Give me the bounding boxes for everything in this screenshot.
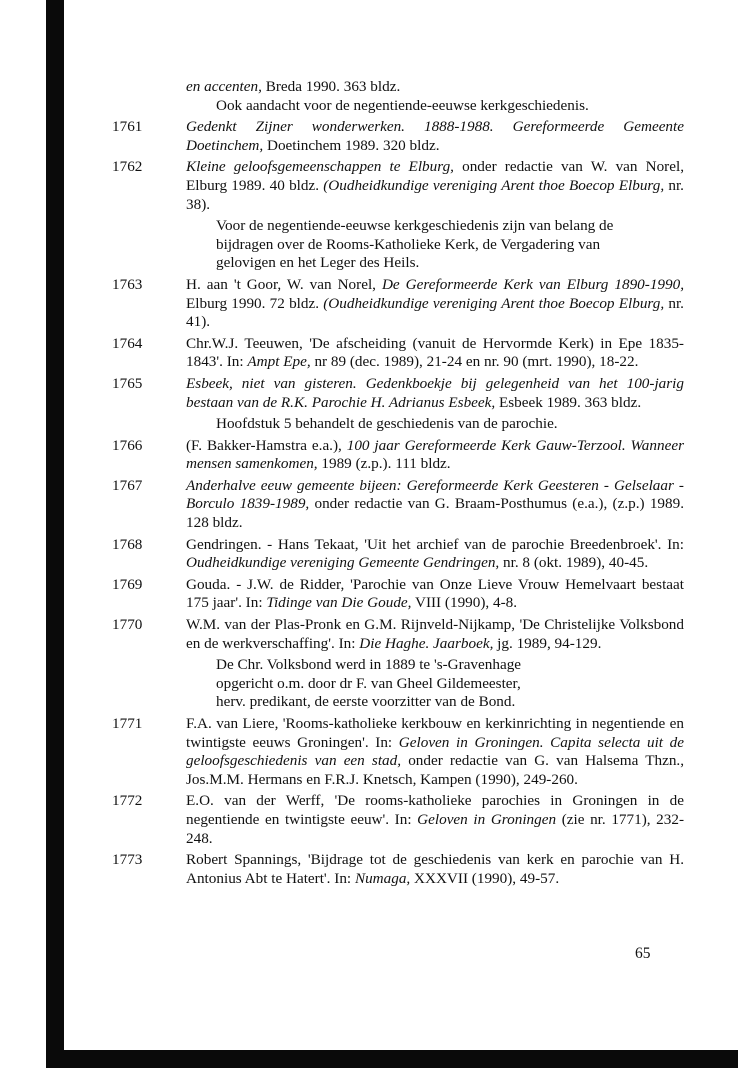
entry-1767: 1767 Anderhalve eeuw gemeente bijeen: Gereformeerde Kerk Geesteren - Gelselaar - Borculo 1839-1989, onder redactie van G. Braam-Posthumus (e.a.), (z.p.) 1989. 128 bldz. xyxy=(112,476,684,532)
entry-number: 1765 xyxy=(112,374,143,392)
entry-1773: 1773 Robert Spannings, 'Bijdrage tot de geschiedenis van kerk en parochie van H. Antonius Abt te Hatert'. In: Numaga, XXXVII (1990), 49-57. xyxy=(112,851,684,887)
entry-number: 1771 xyxy=(112,715,143,732)
entry-1768: 1768 Gendringen. - Hans Tekaat, 'Uit het archief van de parochie Breedenbroek'. In: Oudheidkundige vereniging Gemeente Gendringen, nr. 8 (okt. 1989), 40-45. xyxy=(112,535,684,572)
bibliography-list xyxy=(112,78,684,891)
entry-number: 1772 xyxy=(112,792,143,810)
continued-entry: en accenten, Breda 1990. 363 bldz. xyxy=(186,78,401,95)
entry-1770: 1770 W.M. van der Plas-Pronk en G.M. Rijnveld-Nijkamp, 'De Christelijke Volksbond en de werkverschaffing'. In: Die Haghe. Jaarboek, jg. 1989, 94-129. xyxy=(112,616,684,652)
scan-edge-bottom xyxy=(46,1050,738,1068)
entry-1769: 1769 Gouda. - J.W. de Ridder, 'Parochie van Onze Lieve Vrouw Hemelvaart bestaat 175 jaar'. In: Tidinge van Die Goude, VIII (1990), 4-8. xyxy=(112,575,684,612)
entry-number: 1767 xyxy=(112,476,143,494)
entry-1762: 1762 Kleine geloofsgemeenschappen te Elburg, onder redactie van W. van Norel, Elburg 1989. 40 bldz. (Oudheidkundige vereniging Arent thoe Boecop Elburg, nr. 38). xyxy=(112,158,684,213)
entry-number: 1768 xyxy=(112,535,143,553)
entry-number: 1770 xyxy=(112,616,143,634)
entry-number: 1764 xyxy=(112,334,143,352)
entry-number: 1773 xyxy=(112,851,143,869)
entry-number: 1763 xyxy=(112,275,143,293)
entry-note: Hoofdstuk 5 behandelt de geschiedenis van de parochie. xyxy=(216,415,558,433)
entry-note: Ook aandacht voor de negentiende-eeuwse kerkgeschiedenis. xyxy=(216,96,589,114)
entry-1761: 1761 Gedenkt Zijner wonderwerken. 1888-1988. Gereformeerde Gemeente Doetinchem, Doetinchem 1989. 320 bldz. xyxy=(112,118,684,154)
page-number: 65 xyxy=(635,945,651,962)
entry-1764: 1764 Chr.W.J. Teeuwen, 'De afscheiding (vanuit de Hervormde Kerk) in Epe 1835-1843'. In: Ampt Epe, nr 89 (dec. 1989), 21-24 en nr. 90 (mrt. 1990), 18-22. xyxy=(112,334,684,371)
entry-note: Voor de negentiende-eeuwse kerkgeschiedenis zijn van belang de bijdragen over de Rooms-Katholieke Kerk, de Vergadering van gelovigen en het Leger des Heils. xyxy=(216,217,614,272)
entry-number: 1769 xyxy=(112,575,143,593)
entry-1771: 1771 F.A. van Liere, 'Rooms-katholieke kerkbouw en kerkinrichting in negentiende en twintigste eeuws Groningen'. In: Geloven in Groningen. Capita selecta uit de geloofsgeschiedenis van een stad, onder redactie van G. van Halsema Thzn., Jos.M.M. Hermans en F.R.J. Knetsch, Kampen (1990), 249-260. xyxy=(112,715,685,788)
scan-edge-left xyxy=(46,0,64,1068)
entry-1772: 1772 E.O. van der Werff, 'De rooms-katholieke parochies in Groningen in de negentiende en twintigste eeuw'. In: Geloven in Groningen (zie nr. 1771), 232-248. xyxy=(112,792,685,847)
entry-1763: 1763 H. aan 't Goor, W. van Norel, De Gereformeerde Kerk van Elburg 1890-1990, Elburg 1990. 72 bldz. (Oudheidkundige vereniging Arent thoe Boecop Elburg, nr. 41). xyxy=(112,275,685,331)
entry-number: 1766 xyxy=(112,436,143,454)
entry-1765: 1765 Esbeek, niet van gisteren. Gedenkboekje bij gelegenheid van het 100-jarig bestaan van de R.K. Parochie H. Adrianus Esbeek, Esbeek 1989. 363 bldz. xyxy=(112,374,684,411)
entry-number: 1761 xyxy=(112,118,143,136)
entry-note: De Chr. Volksbond werd in 1889 te 's-Gravenhage opgericht o.m. door dr F. van Gheel Gildemeester, herv. predikant, de eerste voorzitter van de Bond. xyxy=(216,656,522,711)
entry-1766: 1766 (F. Bakker-Hamstra e.a.), 100 jaar Gereformeerde Kerk Gauw-Terzool. Wanneer mensen samenkomen, 1989 (z.p.). 111 bldz. xyxy=(112,436,684,473)
entry-number: 1762 xyxy=(112,158,143,176)
